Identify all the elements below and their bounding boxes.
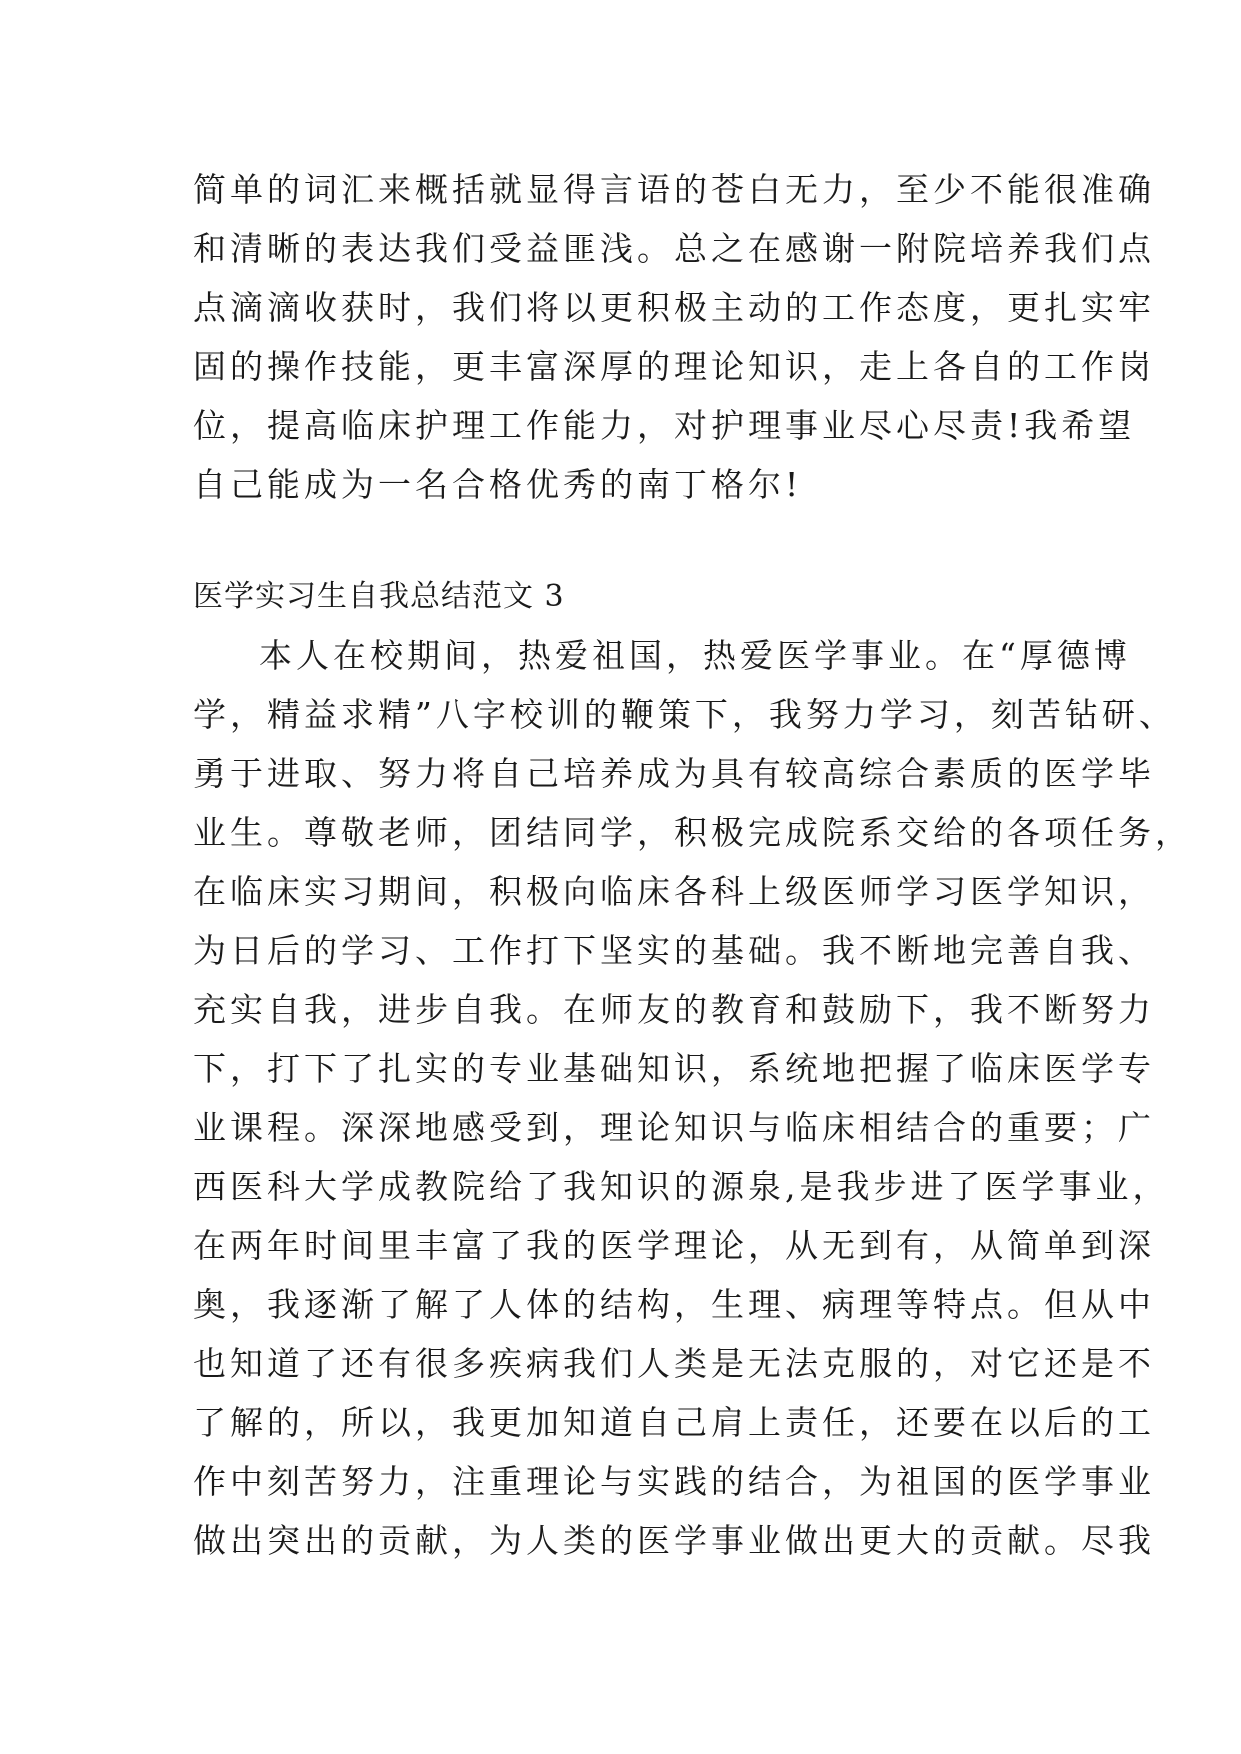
paragraph-line: 在两年时间里丰富了我的医学理论，从无到有，从简单到深 bbox=[193, 1226, 1155, 1265]
paragraph-line: 做出突出的贡献，为人类的医学事业做出更大的贡献。尽我 bbox=[193, 1521, 1155, 1560]
paragraph-line: 充实自我，进步自我。在师友的教育和鼓励下，我不断努力 bbox=[193, 990, 1155, 1029]
section-title: 医学实习生自我总结范文 3 bbox=[193, 579, 565, 614]
section-title-block bbox=[193, 567, 1053, 626]
paragraph-line: 固的操作技能，更丰富深厚的理论知识，走上各自的工作岗 bbox=[193, 347, 1155, 386]
paragraph-line: 下，打下了扎实的专业基础知识，系统地把握了临床医学专 bbox=[193, 1049, 1155, 1088]
continued-paragraph bbox=[193, 160, 1155, 514]
section-paragraph bbox=[193, 626, 1192, 1570]
paragraph-line: 奥，我逐渐了解了人体的结构，生理、病理等特点。但从中 bbox=[193, 1285, 1155, 1324]
paragraph-line: 勇于进取、努力将自己培养成为具有较高综合素质的医学毕 bbox=[193, 754, 1155, 793]
paragraph-line: 也知道了还有很多疾病我们人类是无法克服的，对它还是不 bbox=[193, 1344, 1155, 1383]
paragraph-line: 业课程。深深地感受到，理论知识与临床相结合的重要；广 bbox=[193, 1108, 1155, 1147]
paragraph-line: 在临床实习期间，积极向临床各科上级医师学习医学知识， bbox=[193, 872, 1155, 911]
paragraph-line: 本人在校期间，热爱祖国，热爱医学事业。在“厚德博 bbox=[259, 636, 1131, 675]
paragraph-line: 位，提高临床护理工作能力，对护理事业尽心尽责!我希望 bbox=[193, 406, 1136, 445]
paragraph-line: 为日后的学习、工作打下坚实的基础。我不断地完善自我、 bbox=[193, 931, 1155, 970]
paragraph-line: 自己能成为一名合格优秀的南丁格尔! bbox=[193, 465, 803, 504]
paragraph-line: 作中刻苦努力，注重理论与实践的结合，为祖国的医学事业 bbox=[193, 1462, 1155, 1501]
paragraph-line: 简单的词汇来概括就显得言语的苍白无力，至少不能很准确 bbox=[193, 170, 1155, 209]
paragraph-line: 了解的，所以，我更加知道自己肩上责任，还要在以后的工 bbox=[193, 1403, 1155, 1442]
paragraph-line: 西医科大学成教院给了我知识的源泉,是我步进了医学事业， bbox=[193, 1167, 1170, 1206]
paragraph-line: 点滴滴收获时，我们将以更积极主动的工作态度，更扎实牢 bbox=[193, 288, 1155, 327]
paragraph-line: 和清晰的表达我们受益匪浅。总之在感谢一附院培养我们点 bbox=[193, 229, 1155, 268]
paragraph-line: 业生。尊敬老师，团结同学，积极完成院系交给的各项任务， bbox=[193, 813, 1192, 852]
paragraph-line: 学，精益求精”八字校训的鞭策下，我努力学习，刻苦钻研、 bbox=[193, 695, 1176, 734]
